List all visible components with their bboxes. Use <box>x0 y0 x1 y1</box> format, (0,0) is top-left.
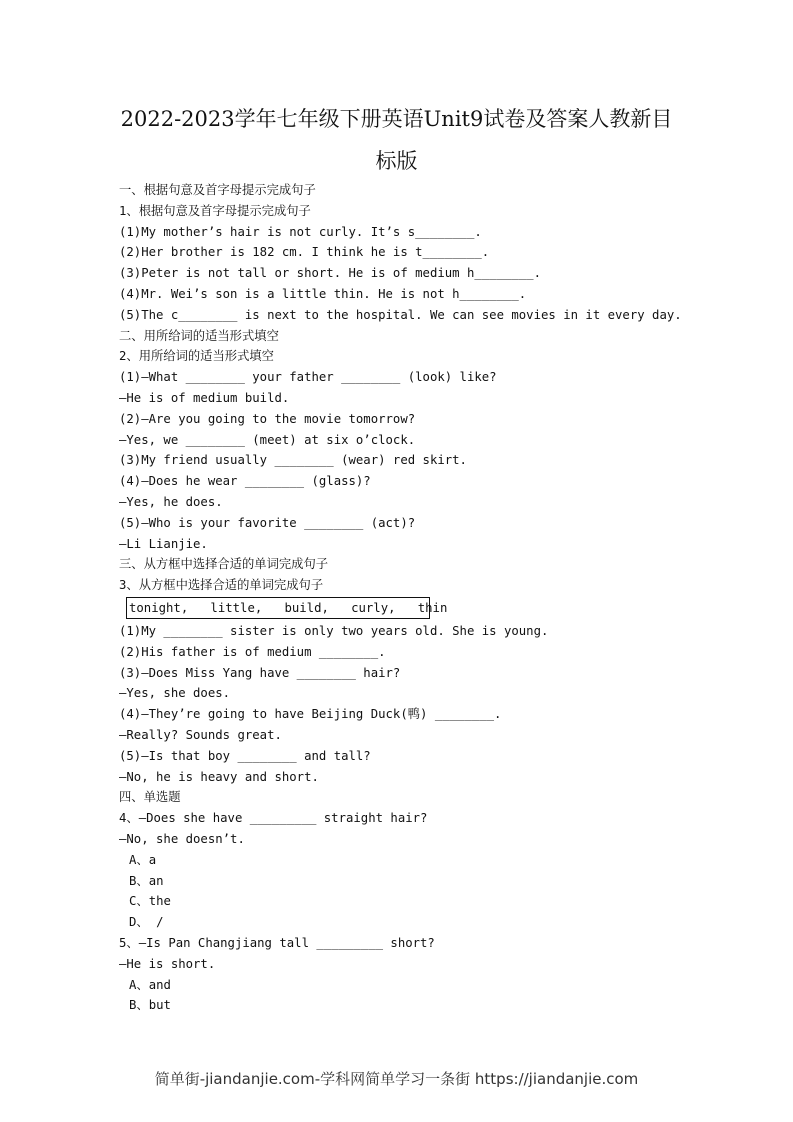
text-line: —He is of medium build. <box>119 391 290 405</box>
text-line: —He is short. <box>119 956 216 971</box>
text-line: (5)The c________ is next to the hospital. We can see movies in it every day. <box>119 307 682 322</box>
text-line: 二、用所给词的适当形式填空 <box>119 328 279 343</box>
text-line: 2、用所给词的适当形式填空 <box>119 349 274 364</box>
text-line: (5)—Who is your favorite ________ (act)? <box>119 515 416 530</box>
text-line: 三、从方框中选择合适的单词完成句子 <box>119 557 329 572</box>
text-line: (3)Peter is not tall or short. He is of medium h________. <box>119 266 541 281</box>
text-line: (4)Mr. Wei’s son is a little thin. He is not h________. <box>119 287 527 301</box>
text-line: (2)Her brother is 182 cm. I think he is t________. <box>119 245 490 260</box>
text-line: (5)—Is that boy ________ and tall? <box>119 748 371 763</box>
answer-option: A、and <box>129 977 171 992</box>
text-line: 四、单选题 <box>119 790 181 805</box>
text-line: —Yes, he does. <box>119 495 223 509</box>
page-footer: 简单街-jiandanjie.com-学科网简单学习一条街 https://jiandanjie.com <box>154 1070 639 1088</box>
text-line: (1)My ________ sister is only two years old. She is young. <box>119 624 549 638</box>
text-line: (4)—Does he wear ________ (glass)? <box>119 474 371 489</box>
text-line: (1)—What ________ your father ________ (look) like? <box>119 370 497 385</box>
text-line: (4)—They’re going to have Beijing Duck(鸭) ________. <box>119 707 502 722</box>
text-line: (2)—Are you going to the movie tomorrow? <box>119 411 416 426</box>
text-line: (3)My friend usually ________ (wear) red skirt. <box>119 453 467 468</box>
text-line: —Li Lianjie. <box>119 536 208 551</box>
text-line: —Yes, we ________ (meet) at six o’clock. <box>119 432 416 447</box>
document-title <box>100 98 693 182</box>
answer-option: B、an <box>129 873 164 888</box>
text-line: —Really? Sounds great. <box>119 728 282 742</box>
text-line: 1、根据句意及首字母提示完成句子 <box>119 203 311 218</box>
text-line: 4、—Does she have _________ straight hair? <box>119 811 428 826</box>
title-line-2: 标版 <box>375 149 418 173</box>
text-line: (1)My mother’s hair is not curly. It’s s________. <box>119 224 482 239</box>
text-line: 一、根据句意及首字母提示完成句子 <box>119 183 316 197</box>
text-line: —Yes, she does. <box>119 686 231 701</box>
answer-option: C、the <box>129 894 171 909</box>
answer-option: D、 / <box>129 915 164 930</box>
text-line: (2)His father is of medium ________. <box>119 644 386 659</box>
text-line: (3)—Does Miss Yang have ________ hair? <box>119 665 401 680</box>
answer-option: A、a <box>129 852 157 867</box>
text-line: 5、—Is Pan Changjiang tall _________ short? <box>119 936 435 950</box>
text-line: —No, she doesn’t. <box>119 832 245 846</box>
text-line: —No, he is heavy and short. <box>119 769 319 784</box>
text-line: 3、从方框中选择合适的单词完成句子 <box>119 578 324 593</box>
title-line-1: 2022-2023学年七年级下册英语Unit9试卷及答案人教新目 <box>120 107 673 131</box>
word-choice-box: tonight, little, build, curly, thin <box>126 597 430 619</box>
answer-option: B、but <box>129 998 171 1013</box>
